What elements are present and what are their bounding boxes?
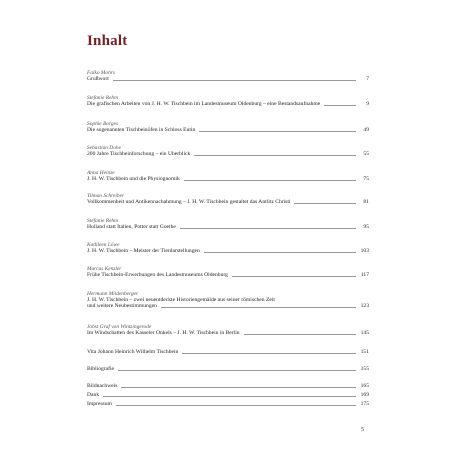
toc-line [87,176,369,182]
toc-entry[interactable] [87,218,369,230]
toc-line [87,366,369,372]
leader-line [194,155,356,156]
toc-title: Die grafischen Arbeiten von J. H. W. Tischbein im Landesmuseum Oldenburg – eine Bestandsaufnahme [87,100,321,107]
toc-entry[interactable] [87,121,369,133]
leader-line [113,80,356,81]
toc-page-number: 103 [360,247,369,254]
toc-entry[interactable] [87,95,369,107]
leader-line [182,353,356,354]
toc-entry[interactable] [87,291,369,310]
toc-title: Bibliografie [87,365,115,372]
leader-line [103,396,356,397]
leader-line [324,105,356,106]
toc-line [87,151,369,157]
toc-page-number: 151 [360,348,369,355]
toc-entry[interactable] [87,349,369,355]
toc-author: Stefanie Rehm [87,95,118,101]
toc-title: J. H. W. Tischbein und die Physiognomik [87,175,180,182]
leader-line [184,180,356,181]
toc-line [87,199,369,205]
toc-line [87,101,369,107]
toc-line [87,349,369,355]
toc-title: Impressum [87,400,112,407]
toc-line [87,401,369,407]
toc-line [87,76,369,82]
leader-line [121,387,356,388]
leader-line [116,405,356,406]
toc-author: Sebastian Dohe [87,145,121,151]
toc-line [87,248,369,254]
leader-line [161,307,356,308]
toc-page-number: 145 [360,329,369,336]
toc-author: Marcus Kenzler [87,266,122,272]
leader-line [118,370,356,371]
toc-author: Jobst Graf von Wintzingerode [87,324,152,330]
toc-line [87,272,369,278]
toc-page-number: 49 [363,126,369,133]
toc-entry[interactable] [87,70,369,82]
toc-entry[interactable] [87,193,369,205]
toc-page-number: 75 [363,175,369,182]
toc-title: Vollkommenheit und Antikennachahmung – J. H. W. Tischbein gestaltet das Antlitz Christi [87,198,291,205]
toc-entry[interactable] [87,242,369,254]
toc-entry[interactable] [87,366,369,372]
toc-entry[interactable] [87,266,369,278]
toc-author: Hermann Mildenberger [87,291,139,297]
toc-author: Falko Mohrs [87,70,115,76]
leader-line [232,276,356,277]
toc-entry[interactable] [87,392,369,398]
leader-line [180,228,356,229]
toc-entry[interactable] [87,324,369,336]
toc-page-number: 9 [366,100,369,107]
toc-author: Anna Heinze [87,170,115,176]
toc-entry[interactable] [87,170,369,182]
toc-line [87,383,369,389]
toc-title: Bildnachweis [87,382,118,389]
toc-line [87,127,369,133]
toc-page-number: 95 [363,223,369,230]
toc-line [87,224,369,230]
toc-author: Tilman Schreiber [87,193,125,199]
toc-title: Die sogenannten Tischbeinöfen in Schloss Eutin [87,126,196,133]
toc-page-number: 175 [360,400,369,407]
toc-title: 200 Jahre Tischbeinforschung – ein Überblick [87,150,191,157]
toc-page-number: 169 [360,391,369,398]
toc-title: J. H. W. Tischbein – zwei neuentdeckte Historiengemälde aus seiner römischen Zeit [87,296,275,303]
toc-author: Stefanie Rehm [87,218,118,224]
toc-title: und weitere Neubestimmungen [87,303,157,310]
toc-entry[interactable] [87,383,369,389]
toc-page-number: 155 [360,365,369,372]
leader-line [204,252,356,253]
toc-author: Kathleen Löwe [87,242,120,248]
toc-author: Sophie Borges [87,121,119,127]
leader-line [199,131,356,132]
toc-page-number: 7 [366,75,369,82]
toc-line [87,330,369,336]
toc-line [87,392,369,398]
toc-title: Frühe Tischbein-Erwerbungen des Landesmuseums Oldenburg [87,271,228,278]
page-number: 5 [361,427,364,433]
page-title: Inhalt [87,33,128,49]
toc-title: Dank [87,391,100,398]
toc-page-number: 55 [363,150,369,157]
toc-line [87,303,369,309]
toc-title: Holland statt Italien, Potter statt Goethe [87,223,176,230]
toc-title: Im Windschatten des Kasseler Onkels – J. H. W. Tischbein in Berlin [87,329,240,336]
toc-page-number: 117 [360,271,369,278]
toc-page-number: 81 [363,198,369,205]
toc-entry[interactable] [87,401,369,407]
toc-title: J. H. W. Tischbein – Meister der Tierdarstellungen [87,247,200,254]
toc-page-number: 123 [360,303,369,310]
toc-page-number: 165 [360,382,369,389]
leader-line [294,203,356,204]
toc-title: Grußwort [87,75,109,82]
toc-title: Vita Johann Heinrich Wilhelm Tischbein [87,348,179,355]
leader-line [244,334,356,335]
toc-entry[interactable] [87,145,369,157]
